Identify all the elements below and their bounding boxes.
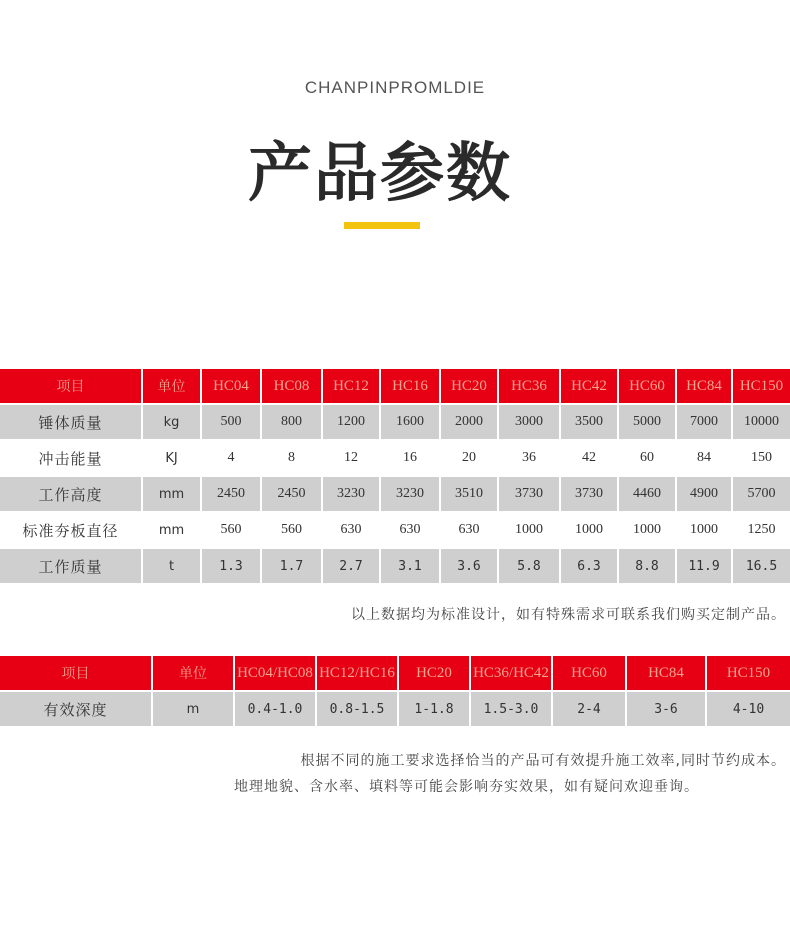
- standard-design-note: 以上数据均为标准设计，如有特殊需求可联系我们购买定制产品。: [351, 607, 786, 623]
- row-unit: mm: [143, 477, 202, 513]
- table-cell: 630: [441, 513, 499, 549]
- header-cell-model: HC12: [323, 369, 381, 405]
- table-row: [0, 513, 790, 549]
- row-label: 有效深度: [0, 692, 153, 728]
- header-cell-item: 项目: [0, 656, 153, 692]
- table-cell: 630: [381, 513, 441, 549]
- table-cell: 3230: [381, 477, 441, 513]
- table-cell: 10000: [733, 405, 790, 441]
- table-cell: 1000: [561, 513, 619, 549]
- row-label: 锤体质量: [0, 405, 143, 441]
- table-cell: 0.4-1.0: [235, 692, 317, 728]
- table-cell: 1600: [381, 405, 441, 441]
- header-cell-model: HC04: [202, 369, 262, 405]
- table-cell: 5700: [733, 477, 790, 513]
- table-cell: 5.8: [499, 549, 561, 585]
- header-cell-item: 项目: [0, 369, 143, 405]
- header-cell-model: HC20: [441, 369, 499, 405]
- table-cell: 1-1.8: [399, 692, 471, 728]
- row-label: 工作高度: [0, 477, 143, 513]
- table-cell: 560: [202, 513, 262, 549]
- table-cell: 3510: [441, 477, 499, 513]
- table-row: [0, 692, 790, 728]
- table-cell: 2.7: [323, 549, 381, 585]
- table-cell: 4-10: [707, 692, 790, 728]
- selection-advice-note: 根据不同的施工要求选择恰当的产品可有效提升施工效率,同时节约成本。: [300, 753, 786, 769]
- table-cell: 150: [733, 441, 790, 477]
- row-unit: kg: [143, 405, 202, 441]
- header-cell-model: HC84: [677, 369, 733, 405]
- header-cell-model: HC150: [707, 656, 790, 692]
- terrain-effect-note: 地理地貌、含水率、填料等可能会影响夯实效果，如有疑问欢迎垂询。: [234, 779, 699, 795]
- table-cell: 1000: [499, 513, 561, 549]
- parameters-table: [0, 369, 790, 585]
- table-cell: 1000: [619, 513, 677, 549]
- table-cell: 42: [561, 441, 619, 477]
- table-cell: 16.5: [733, 549, 790, 585]
- table-cell: 36: [499, 441, 561, 477]
- table-cell: 1.5-3.0: [471, 692, 553, 728]
- depth-header-row: [0, 656, 790, 692]
- header-cell-model: HC36/HC42: [471, 656, 553, 692]
- header-cell-model: HC60: [619, 369, 677, 405]
- table-cell: 3230: [323, 477, 381, 513]
- table-cell: 3730: [561, 477, 619, 513]
- header-cell-model: HC60: [553, 656, 627, 692]
- header-cell-unit: 单位: [153, 656, 235, 692]
- title-accent-bar: [344, 222, 420, 229]
- header-cell-model: HC42: [561, 369, 619, 405]
- table-cell: 20: [441, 441, 499, 477]
- table-cell: 500: [202, 405, 262, 441]
- table-cell: 5000: [619, 405, 677, 441]
- table-cell: 60: [619, 441, 677, 477]
- table-cell: 560: [262, 513, 323, 549]
- table-cell: 4: [202, 441, 262, 477]
- table-cell: 84: [677, 441, 733, 477]
- table-cell: 3500: [561, 405, 619, 441]
- header-cell-model: HC08: [262, 369, 323, 405]
- table-cell: 3-6: [627, 692, 707, 728]
- row-label: 冲击能量: [0, 441, 143, 477]
- row-unit: m: [153, 692, 235, 728]
- table-cell: 0.8-1.5: [317, 692, 399, 728]
- header-cell-model: HC84: [627, 656, 707, 692]
- table-cell: 1.3: [202, 549, 262, 585]
- table-cell: 8.8: [619, 549, 677, 585]
- page-subtitle: CHANPINPROMLDIE: [304, 78, 486, 97]
- table-cell: 16: [381, 441, 441, 477]
- row-label: 工作质量: [0, 549, 143, 585]
- table-cell: 7000: [677, 405, 733, 441]
- parameters-header-row: [0, 369, 790, 405]
- row-label: 标准夯板直径: [0, 513, 143, 549]
- table-cell: 3.6: [441, 549, 499, 585]
- header-cell-model: HC04/HC08: [235, 656, 317, 692]
- row-unit: mm: [143, 513, 202, 549]
- table-cell: 1.7: [262, 549, 323, 585]
- header-cell-model: HC20: [399, 656, 471, 692]
- header-cell-model: HC16: [381, 369, 441, 405]
- table-cell: 4460: [619, 477, 677, 513]
- table-cell: 12: [323, 441, 381, 477]
- header-cell-model: HC12/HC16: [317, 656, 399, 692]
- table-row: [0, 405, 790, 441]
- table-cell: 2-4: [553, 692, 627, 728]
- table-cell: 11.9: [677, 549, 733, 585]
- table-cell: 8: [262, 441, 323, 477]
- table-cell: 6.3: [561, 549, 619, 585]
- table-cell: 3730: [499, 477, 561, 513]
- row-unit: t: [143, 549, 202, 585]
- table-cell: 2000: [441, 405, 499, 441]
- header-cell-model: HC150: [733, 369, 790, 405]
- table-row: [0, 441, 790, 477]
- table-row: [0, 549, 790, 585]
- table-cell: 1200: [323, 405, 381, 441]
- table-cell: 4900: [677, 477, 733, 513]
- header-cell-model: HC36: [499, 369, 561, 405]
- table-cell: 3.1: [381, 549, 441, 585]
- table-cell: 800: [262, 405, 323, 441]
- table-cell: 630: [323, 513, 381, 549]
- table-cell: 1250: [733, 513, 790, 549]
- row-unit: KJ: [143, 441, 202, 477]
- header-cell-unit: 单位: [143, 369, 202, 405]
- table-cell: 2450: [202, 477, 262, 513]
- table-cell: 3000: [499, 405, 561, 441]
- effective-depth-table: [0, 656, 790, 728]
- page-title: 产品参数: [248, 137, 512, 211]
- table-row: [0, 477, 790, 513]
- table-cell: 2450: [262, 477, 323, 513]
- table-cell: 1000: [677, 513, 733, 549]
